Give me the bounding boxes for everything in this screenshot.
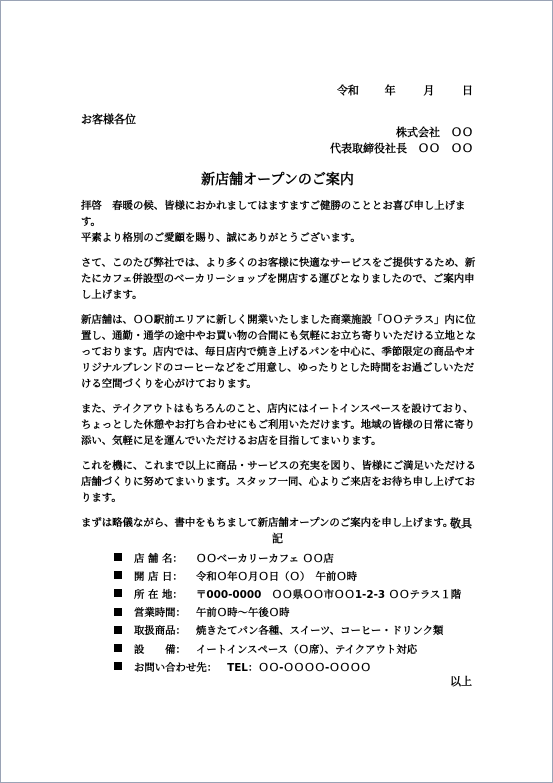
date-day: 日 (462, 84, 473, 97)
date-era: 令和 (336, 84, 359, 97)
detail-label: 営業時間： (134, 607, 186, 620)
date-line (337, 82, 473, 98)
square-bullet-icon (114, 589, 122, 597)
detail-value: イートインスペース（Ｏ席）、テイクアウト対応 (196, 643, 418, 656)
detail-label: 所 在 地： (134, 588, 183, 601)
detail-row (114, 603, 461, 621)
date-month: 月 (423, 84, 435, 97)
detail-row (114, 584, 461, 602)
sender-company: 株式会社 ＯＯ (396, 126, 473, 139)
body-paragraph: さて、このたび弊社では、より多くのお客様に快適なサービスをご提供するため、新たにカフェ併設型のベーカリーショップを開店する運びとなりましたので、ご案内申し上げます。 (81, 256, 476, 302)
recipient: お客様各位 (81, 113, 136, 126)
ki-heading: 記 (272, 532, 283, 545)
square-bullet-icon (114, 608, 122, 616)
square-bullet-icon (114, 626, 122, 634)
square-bullet-icon (114, 553, 122, 561)
greeting-line-1: 拝啓 春暖の候、皆様におかれましてはますますご健勝のこととお喜び申し上げます。 (81, 200, 466, 229)
detail-value: TEL：ＯＯ-ＯＯＯＯ-ＯＯＯＯ (227, 661, 371, 674)
detail-label: 設 備： (134, 643, 186, 656)
details-list (114, 548, 461, 675)
greeting-line-2: 平素より格別のご愛顧を賜り、誠にありがとうございます。 (81, 232, 361, 245)
detail-row (114, 639, 461, 657)
closing-keigu: 敬具 (450, 517, 472, 530)
body-paragraph: また、テイクアウトはもちろんのこと、店内にはイートインスペースを設けており、ちょっとした休憩やお打ち合わせにもご利用いただけます。地域の皆様の日常に寄り添い、気軽に足を運んでいただけるお店を目指してまいります。 (81, 402, 476, 447)
detail-row (114, 566, 461, 584)
square-bullet-icon (114, 662, 122, 670)
detail-value: 焼きたてパン各種、スイーツ、コーヒー・ドリンク類 (196, 625, 444, 638)
detail-value: 令和Ｏ年Ｏ月Ｏ日（Ｏ） 午前Ｏ時 (196, 570, 358, 583)
square-bullet-icon (114, 571, 122, 579)
detail-value: ＯＯベーカリーカフェ ＯＯ店 (196, 552, 334, 565)
detail-label: 取扱商品： (134, 625, 186, 638)
detail-row (114, 657, 461, 675)
detail-row (114, 621, 461, 639)
detail-label: 開 店 日： (134, 570, 183, 583)
greeting-paragraph (81, 198, 479, 246)
detail-value: 午前Ｏ時～午後Ｏ時 (196, 607, 290, 620)
body-paragraph: 新店舗は、ＯＯ駅前エリアに新しく開業いたしました商業施設「ＯＯテラス」内に位置し、通勤・通学の途中やお買い物の合間にも気軽にお立ち寄りいただける立地となっております。店内では、毎日店内で焼き上げるパンを中心に、季節限定の商品やオリジナルブレンドのコーヒーなどをご用意し、ゆったりとした時間をお過ごしいただける空間づくりを心がけております。 (81, 313, 476, 391)
square-bullet-icon (114, 644, 122, 652)
document-title: 新店舗オープンのご案内 (201, 172, 354, 188)
date-year: 年 (384, 84, 396, 97)
detail-value: 〒000-0000 ＯＯ県ＯＯ市ＯＯ1-2-3 ＯＯテラス１階 (196, 588, 462, 601)
detail-label: 店 舗 名： (134, 552, 183, 565)
closing-ijou: 以上 (450, 675, 472, 688)
letter-body (81, 198, 479, 539)
body-paragraph: まずは略儀ながら、書中をもちまして新店舗オープンのご案内を申し上げます。 (81, 516, 454, 529)
detail-row (114, 548, 461, 566)
detail-label: お問い合わせ先： (134, 661, 218, 674)
sender-ceo: 代表取締役社長 ＯＯ ＯＯ (330, 142, 473, 155)
body-paragraph: これを機に、これまで以上に商品・サービスの充実を図り、皆様にご満足いただける店舗づくりに努めてまいります。スタッフ一同、心よりご来店をお待ち申し上げております。 (81, 459, 476, 504)
